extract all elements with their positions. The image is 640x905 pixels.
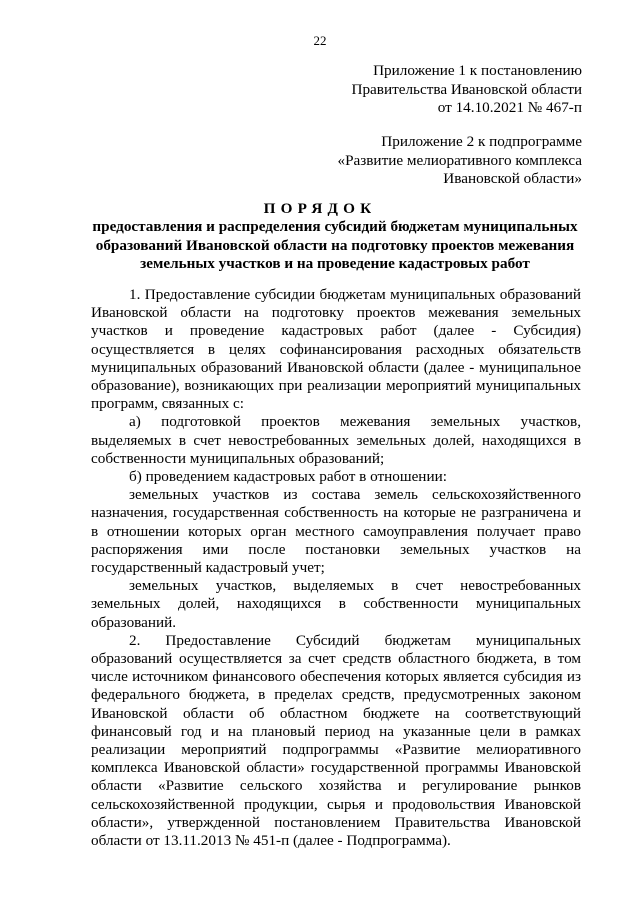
appendix-2-line-1: Приложение 2 к подпрограмме (381, 133, 582, 150)
paragraph-1b: б) проведением кадастровых работ в отношении: (129, 468, 447, 486)
document-title: ПОРЯДОК (263, 200, 377, 217)
appendix-1-line-3: от 14.10.2021 № 467-п (437, 99, 582, 116)
document-body (91, 286, 581, 850)
appendix-1-line-2: Правительства Ивановской области (351, 80, 582, 98)
paragraph-1b-item-1: земельных участков из состава земель сельскохозяйственного назначения, государственная собственность на которые не разграничена и в отношении которых орган местного самоуправления получает право распоряжения ими после постановки земельных участков на государственный кадастровый учет; (91, 486, 581, 577)
paragraph-1a: а) подготовкой проектов межевания земельных участков, выделяемых в счет невостребованных земельных долей, находящихся в собственности муниципальных образований; (91, 413, 581, 467)
appendix-1-line-1: Приложение 1 к постановлению (373, 62, 582, 79)
document-subtitle: предоставления и распределения субсидий бюджетам муниципальных образований Ивановской области на подготовку проектов межевания земельных участков и на проведение кадастровых работ (92, 218, 578, 273)
paragraph-1b-item-2: земельных участков, выделяемых в счет невостребованных земельных долей, находящихся в собственности муниципальных образований. (91, 577, 581, 631)
paragraph-1: 1. Предоставление субсидии бюджетам муниципальных образований Ивановской области на подготовку проектов межевания земельных участков и проведение кадастровых работ (далее - Субсидия) осуществляется в целях софинансирования расходных обязательств муниципальных образований Ивановской области (далее - муниципальное образование), возникающих при реализации мероприятий муниципальных программ, связанных с: (91, 286, 581, 413)
appendix-1-header (352, 62, 583, 118)
appendix-2-line-3: Ивановской области» (443, 170, 582, 187)
appendix-2-line-2: «Развитие мелиоративного комплекса (337, 151, 582, 169)
appendix-2-header (337, 133, 582, 189)
paragraph-2: 2. Предоставление Субсидий бюджетам муниципальных образований осуществляется за счет средств областного бюджета, в том числе источником финансового обеспечения которых является субсидия из федерального бюджета, в пределах средств, предусмотренных законом Ивановской области об областном бюджете на соответствующий финансовый год и на плановый период на указанные цели в рамках реализации мероприятий подпрограммы «Развитие мелиоративного комплекса Ивановской области» государственной программы Ивановской области «Развитие сельского хозяйства и регулирование рынков сельскохозяйственной продукции, сырья и продовольствия Ивановской области», утвержденной постановлением Правительства Ивановской области от 13.11.2013 № 451-п (далее - Подпрограмма). (91, 631, 581, 850)
page-number: 22 (313, 33, 327, 48)
